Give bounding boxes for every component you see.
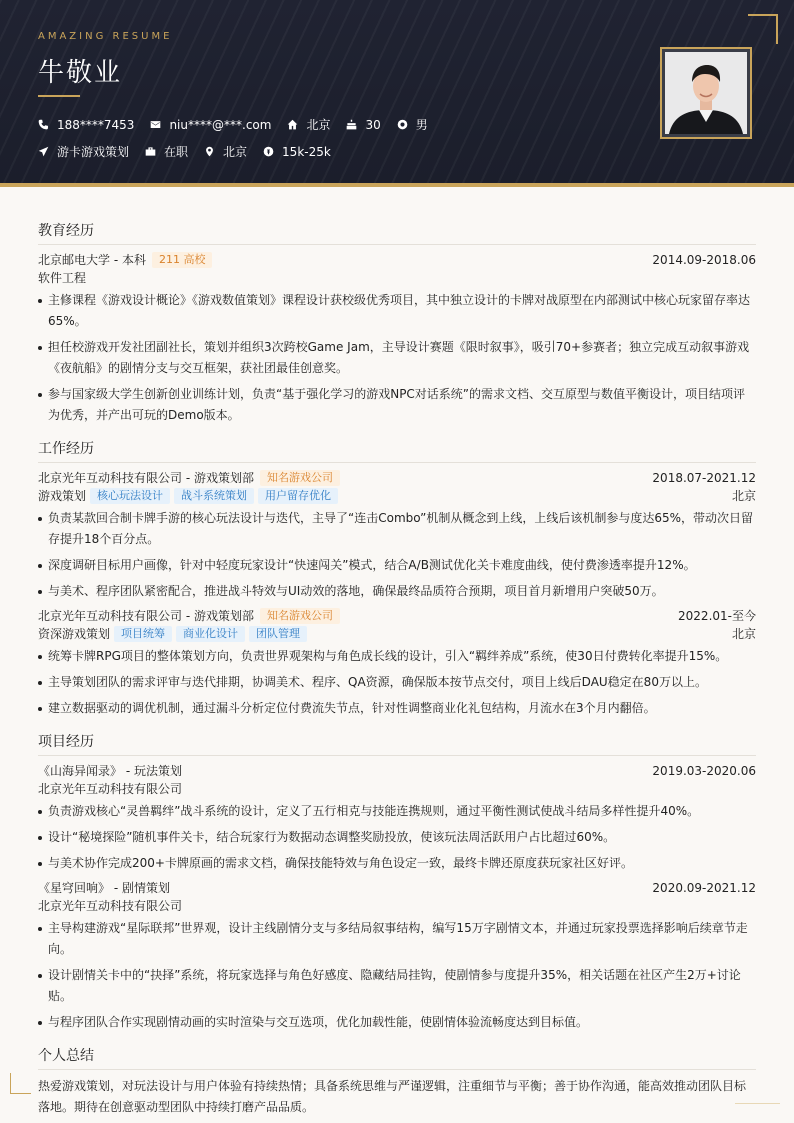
contact-row [38, 116, 444, 133]
job-entry [38, 469, 756, 602]
send-icon [38, 146, 49, 157]
footer-line [735, 1103, 780, 1104]
target-job-item [38, 143, 129, 160]
avatar-portrait [665, 52, 747, 134]
project-entry [38, 762, 756, 874]
job-date: 2018.07-2021.12 [652, 471, 756, 485]
school-tag: 211 高校 [152, 252, 213, 268]
project-name: 《星穹回响》 - 剧情策划 [38, 881, 170, 895]
list-item: 深度调研目标用户画像，针对中轻度玩家设计“快速闯关”模式，结合A/B测试优化关卡难度曲线，使付费渗透率提升12%。 [38, 555, 756, 576]
email-text: niu****@***.com [169, 117, 272, 132]
cake-icon [346, 119, 357, 130]
list-item: 负责某款回合制卡牌手游的核心玩法设计与迭代，主导了“连击Combo”机制从概念到上线，上线后该机制参与度达65%，带动次日留存提升18个百分点。 [38, 508, 756, 550]
list-item: 与美术协作完成200+卡牌原画的需求文档，确保技能特效与角色设定一致，最终卡牌还原度获玩家社区好评。 [38, 853, 756, 874]
education-section [38, 220, 756, 426]
list-item: 与程序团队合作实现剧情动画的实时渲染与交互选项，优化加载性能，使剧情体验流畅度达到目标值。 [38, 1012, 756, 1033]
phone-icon [38, 119, 49, 130]
education-title: 教育经历 [38, 220, 756, 245]
company-tag: 知名游戏公司 [260, 470, 340, 486]
project-date: 2020.09-2021.12 [652, 881, 756, 895]
target-job-text: 游卡游戏策划 [57, 145, 130, 159]
corner-ornament [748, 14, 778, 44]
job-intent-row [38, 143, 347, 160]
education-date: 2014.09-2018.06 [652, 253, 756, 267]
project-section [38, 731, 756, 1033]
mail-icon [150, 119, 161, 130]
summary-section [38, 1045, 756, 1118]
work-title: 工作经历 [38, 438, 756, 463]
salary-text: 15k-25k [282, 144, 331, 159]
profile-photo [660, 47, 752, 139]
list-item: 设计“秘境探险”随机事件关卡，结合玩家行为数据动态调整奖励投放，使该玩法周活跃用户占比超过60%。 [38, 827, 756, 848]
skill-tag: 核心玩法设计 [90, 488, 170, 504]
home-icon [287, 119, 298, 130]
phone-item [38, 118, 134, 132]
project-company: 北京光年互动科技有限公司 [38, 899, 183, 913]
list-item: 与美术、程序团队紧密配合，推进战斗特效与UI动效的落地，确保最终品质符合预期，项目首月新增用户突破50万。 [38, 581, 756, 602]
company-tag: 知名游戏公司 [260, 608, 340, 624]
city-item [204, 143, 247, 160]
education-header [38, 251, 756, 269]
job-company: 北京光年互动科技有限公司 - 游戏策划部 [38, 609, 254, 623]
project-date: 2019.03-2020.06 [652, 764, 756, 778]
status-item [145, 143, 188, 160]
project-company: 北京光年互动科技有限公司 [38, 782, 183, 796]
project-name: 《山海异闻录》 - 玩法策划 [38, 764, 182, 778]
status-icon [145, 146, 156, 157]
salary-item [263, 145, 331, 159]
skill-tag: 用户留存优化 [258, 488, 338, 504]
home-text: 北京 [306, 118, 331, 132]
list-item: 参与国家级大学生创新创业训练计划，负责“基于强化学习的游戏NPC对话系统”的需求文档、交互原型与数值平衡设计，项目结项评为优秀，并产出可玩的Demo版本。 [38, 384, 756, 426]
job-city: 北京 [731, 489, 756, 503]
skill-tag: 战斗系统策划 [174, 488, 254, 504]
gender-text: 男 [415, 118, 428, 132]
list-item: 设计剧情关卡中的“抉择”系统，将玩家选择与角色好感度、隐藏结局挂钩，使剧情参与度提升35%，相关话题在社区产生2万+讨论贴。 [38, 965, 756, 1007]
list-item: 担任校游戏开发社团副社长，策划并组织3次跨校Game Jam，主导设计赛题《限时叙事》，吸引70+参赛者；独立完成互动叙事游戏《夜航船》的剧情分支与交互框架，获社团最佳创意奖。 [38, 337, 756, 379]
status-text: 在职 [164, 145, 189, 159]
education-major: 软件工程 [38, 271, 87, 285]
resume-body [38, 208, 756, 1118]
list-item: 建立数据驱动的调优机制，通过漏斗分析定位付费流失节点，针对性调整商业化礼包结构，月流水在3个月内翻倍。 [38, 698, 756, 719]
name-underline [38, 95, 80, 97]
work-section [38, 438, 756, 719]
project-entry [38, 879, 756, 1033]
list-item: 负责游戏核心“灵兽羁绊”战斗系统的设计，定义了五行相克与技能连携规则，通过平衡性测试使战斗结局多样性提升40%。 [38, 801, 756, 822]
candidate-name: 牛敬业 [38, 58, 123, 88]
job-company: 北京光年互动科技有限公司 - 游戏策划部 [38, 471, 254, 485]
age-item [346, 118, 380, 132]
email-item [150, 118, 271, 132]
gender-icon [397, 119, 408, 130]
home-item [287, 116, 330, 133]
summary-title: 个人总结 [38, 1045, 756, 1070]
summary-text: 热爱游戏策划，对玩法设计与用户体验有持续热情；具备系统思维与严谨逻辑，注重细节与平衡；善于协作沟通，能高效推动团队目标落地。期待在创意驱动型团队中持续打磨产品品质。 [38, 1079, 747, 1114]
school-name: 北京邮电大学 - 本科 [38, 253, 146, 267]
project-title: 项目经历 [38, 731, 756, 756]
list-item: 统筹卡牌RPG项目的整体策划方向，负责世界观架构与角色成长线的设计，引入“羁绊养成”系统，使30日付费转化率提升15%。 [38, 646, 756, 667]
job-role: 资深游戏策划 [38, 627, 111, 641]
corner-ornament-bottom [10, 1073, 31, 1094]
job-role: 游戏策划 [38, 489, 87, 503]
education-bullets [38, 290, 756, 426]
list-item: 主导策划团队的需求评审与迭代排期，协调美术、程序、QA资源，确保版本按节点交付，项目上线后DAU稳定在80万以上。 [38, 672, 756, 693]
skill-tag: 商业化设计 [176, 626, 245, 642]
location-pin-icon [204, 146, 215, 157]
phone-text: 188****7453 [57, 117, 135, 132]
header-eyebrow: AMAZING RESUME [38, 31, 173, 42]
job-entry [38, 607, 756, 719]
job-city: 北京 [731, 627, 756, 641]
skill-tag: 团队管理 [249, 626, 307, 642]
salary-icon [263, 146, 274, 157]
resume-header [0, 0, 794, 187]
city-text: 北京 [223, 145, 248, 159]
skill-tag: 项目统筹 [114, 626, 172, 642]
age-text: 30 [365, 117, 381, 132]
list-item: 主修课程《游戏设计概论》《游戏数值策划》课程设计获校级优秀项目，其中独立设计的卡牌对战原型在内部测试中核心玩家留存率达65%。 [38, 290, 756, 332]
gender-item [397, 116, 428, 133]
list-item: 主导构建游戏“星际联邦”世界观，设计主线剧情分支与多结局叙事结构，编写15万字剧情文本，并通过玩家投票选择影响后续章节走向。 [38, 918, 756, 960]
job-date: 2022.01-至今 [678, 609, 756, 623]
